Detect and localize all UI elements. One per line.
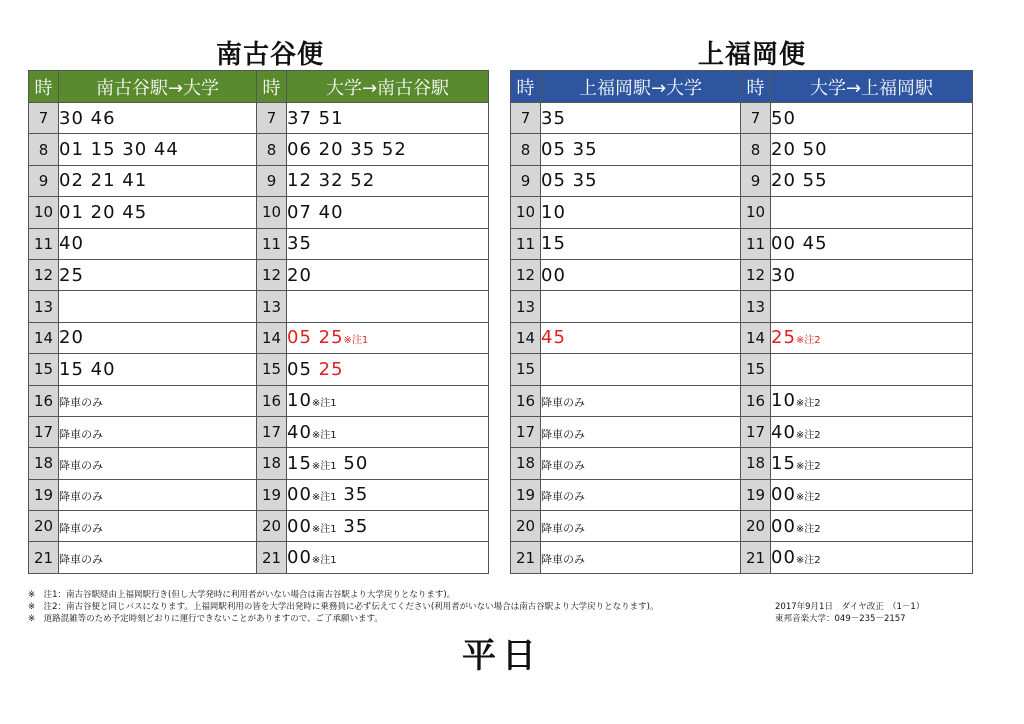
note-marker: ※注1 xyxy=(311,398,337,410)
drop-off-only-label: 降車のみ xyxy=(59,458,103,472)
table-row xyxy=(511,197,973,228)
right-header-hour-2: 時 xyxy=(741,71,771,103)
note-marker: ※注2 xyxy=(795,492,821,504)
return-times-cell xyxy=(771,103,973,134)
right-header-return: 大学→上福岡駅 xyxy=(771,71,973,103)
note-marker: ※注2 xyxy=(795,335,821,347)
departure-time: 30 46 xyxy=(59,107,116,129)
departure-time: 06 20 35 52 xyxy=(287,139,407,161)
table-row xyxy=(29,103,489,134)
return-times-cell xyxy=(287,291,489,322)
return-times-cell xyxy=(771,197,973,228)
table-row xyxy=(29,354,489,385)
outbound-times-cell xyxy=(541,448,741,479)
departure-time: 20 50 xyxy=(771,139,828,161)
outbound-times-cell xyxy=(59,416,257,447)
departure-time: 01 15 30 44 xyxy=(59,139,179,161)
departure-time: 15 40 xyxy=(59,358,116,380)
outbound-times-cell xyxy=(541,354,741,385)
table-row xyxy=(29,385,489,416)
table-row xyxy=(511,354,973,385)
hour-cell: 19 xyxy=(741,479,771,510)
hour-cell: 21 xyxy=(511,542,541,573)
table-row xyxy=(511,511,973,542)
departure-time: 25 xyxy=(59,264,84,286)
drop-off-only-label: 降車のみ xyxy=(541,458,585,472)
return-times-cell xyxy=(287,511,489,542)
hour-cell: 10 xyxy=(29,197,59,228)
departure-time: 10 xyxy=(287,390,312,412)
return-times-cell xyxy=(771,165,973,196)
hour-cell: 18 xyxy=(257,448,287,479)
right-header-outbound: 上福岡駅→大学 xyxy=(541,71,741,103)
outbound-times-cell xyxy=(59,479,257,510)
hour-cell: 16 xyxy=(29,385,59,416)
return-times-cell xyxy=(771,448,973,479)
left-header-row xyxy=(29,71,489,103)
departure-time: 35 xyxy=(287,233,312,255)
return-times-cell xyxy=(287,354,489,385)
departure-time: 00 45 xyxy=(771,233,828,255)
hour-cell: 11 xyxy=(741,228,771,259)
contact-phone: 東邦音楽大学：049－235－2157 xyxy=(775,614,906,624)
departure-time: 00 xyxy=(287,515,312,537)
hour-cell: 7 xyxy=(257,103,287,134)
hour-cell: 8 xyxy=(29,134,59,165)
left-header-hour-2: 時 xyxy=(257,71,287,103)
hour-cell: 20 xyxy=(741,511,771,542)
hour-cell: 12 xyxy=(257,259,287,290)
table-row xyxy=(29,165,489,196)
departure-time: 25 xyxy=(771,327,796,349)
hour-cell: 9 xyxy=(29,165,59,196)
table-row xyxy=(29,511,489,542)
hour-cell: 11 xyxy=(511,228,541,259)
outbound-times-cell xyxy=(541,165,741,196)
note-marker: ※注1 xyxy=(343,335,369,347)
return-times-cell xyxy=(287,448,489,479)
departure-time: 01 20 45 xyxy=(59,201,148,223)
footnote-2: ※ 注2：南古谷便と同じバスになります。上福岡駅利用の皆を大学出発時に乗務員に必ず伝えてください(利用者がいない場合は南古谷駅より大学戻りとなります)。 xyxy=(28,602,659,612)
right-timetable xyxy=(510,70,973,574)
outbound-times-cell xyxy=(541,228,741,259)
hour-cell: 14 xyxy=(257,322,287,353)
table-row xyxy=(511,291,973,322)
note-marker: ※注2 xyxy=(795,555,821,567)
outbound-times-cell xyxy=(541,511,741,542)
left-timetable xyxy=(28,70,489,574)
left-header-return: 大学→南古谷駅 xyxy=(287,71,489,103)
hour-cell: 20 xyxy=(511,511,541,542)
return-times-cell xyxy=(771,134,973,165)
departure-time: 30 xyxy=(771,264,796,286)
hour-cell: 7 xyxy=(29,103,59,134)
hour-cell: 12 xyxy=(29,259,59,290)
hour-cell: 13 xyxy=(741,291,771,322)
hour-cell: 14 xyxy=(29,322,59,353)
table-row xyxy=(511,228,973,259)
hour-cell: 19 xyxy=(511,479,541,510)
hour-cell: 17 xyxy=(511,416,541,447)
table-row xyxy=(511,103,973,134)
departure-time: 00 xyxy=(287,484,312,506)
departure-time: 35 xyxy=(336,515,369,537)
hour-cell: 13 xyxy=(511,291,541,322)
outbound-times-cell xyxy=(59,542,257,573)
departure-time: 00 xyxy=(771,515,796,537)
departure-time: 15 xyxy=(287,452,312,474)
table-row xyxy=(511,322,973,353)
hour-cell: 8 xyxy=(741,134,771,165)
hour-cell: 14 xyxy=(741,322,771,353)
hour-cell: 9 xyxy=(257,165,287,196)
hour-cell: 18 xyxy=(29,448,59,479)
hour-cell: 21 xyxy=(257,542,287,573)
table-row xyxy=(511,134,973,165)
hour-cell: 13 xyxy=(257,291,287,322)
departure-time: 02 21 41 xyxy=(59,170,148,192)
hour-cell: 10 xyxy=(511,197,541,228)
outbound-times-cell xyxy=(59,134,257,165)
hour-cell: 15 xyxy=(29,354,59,385)
table-row xyxy=(511,416,973,447)
note-marker: ※注2 xyxy=(795,429,821,441)
revision-date: 2017年9月1日 ダイヤ改正 （1－1） xyxy=(775,602,925,612)
hour-cell: 13 xyxy=(29,291,59,322)
note-marker: ※注2 xyxy=(795,523,821,535)
departure-time: 50 xyxy=(771,107,796,129)
departure-time: 10 xyxy=(771,390,796,412)
table-row xyxy=(29,228,489,259)
outbound-times-cell xyxy=(59,103,257,134)
departure-time: 15 xyxy=(541,233,566,255)
drop-off-only-label: 降車のみ xyxy=(541,553,585,567)
departure-time: 40 xyxy=(771,421,796,443)
hour-cell: 16 xyxy=(511,385,541,416)
right-header-row xyxy=(511,71,973,103)
outbound-times-cell xyxy=(59,322,257,353)
outbound-times-cell xyxy=(541,197,741,228)
hour-cell: 8 xyxy=(511,134,541,165)
hour-cell: 11 xyxy=(257,228,287,259)
drop-off-only-label: 降車のみ xyxy=(59,396,103,410)
outbound-times-cell xyxy=(59,291,257,322)
departure-time: 35 xyxy=(336,484,369,506)
drop-off-only-label: 降車のみ xyxy=(541,521,585,535)
left-title: 南古谷便 xyxy=(216,40,325,70)
hour-cell: 20 xyxy=(29,511,59,542)
return-times-cell xyxy=(287,228,489,259)
departure-time: 10 xyxy=(541,201,566,223)
hour-cell: 11 xyxy=(29,228,59,259)
outbound-times-cell xyxy=(59,228,257,259)
return-times-cell xyxy=(287,197,489,228)
departure-time: 20 55 xyxy=(771,170,828,192)
drop-off-only-label: 降車のみ xyxy=(541,427,585,441)
table-row xyxy=(29,259,489,290)
departure-time: 05 35 xyxy=(541,170,598,192)
hour-cell: 9 xyxy=(511,165,541,196)
departure-time: 12 32 52 xyxy=(287,170,376,192)
return-times-cell xyxy=(771,385,973,416)
table-row xyxy=(29,291,489,322)
hour-cell: 17 xyxy=(257,416,287,447)
outbound-times-cell xyxy=(541,291,741,322)
table-row xyxy=(511,165,973,196)
outbound-times-cell xyxy=(541,322,741,353)
table-row xyxy=(29,197,489,228)
departure-time: 00 xyxy=(287,547,312,569)
drop-off-only-label: 降車のみ xyxy=(59,427,103,441)
return-times-cell xyxy=(287,385,489,416)
right-header-hour-1: 時 xyxy=(511,71,541,103)
return-times-cell xyxy=(771,228,973,259)
return-times-cell xyxy=(771,416,973,447)
weekday-label: 平日 xyxy=(462,636,542,676)
hour-cell: 18 xyxy=(511,448,541,479)
return-times-cell xyxy=(287,165,489,196)
return-times-cell xyxy=(771,542,973,573)
drop-off-only-label: 降車のみ xyxy=(59,521,103,535)
hour-cell: 8 xyxy=(257,134,287,165)
hour-cell: 7 xyxy=(741,103,771,134)
hour-cell: 12 xyxy=(511,259,541,290)
departure-time: 00 xyxy=(771,547,796,569)
drop-off-only-label: 降車のみ xyxy=(541,490,585,504)
return-times-cell xyxy=(771,322,973,353)
outbound-times-cell xyxy=(541,479,741,510)
hour-cell: 17 xyxy=(741,416,771,447)
outbound-times-cell xyxy=(59,385,257,416)
return-times-cell xyxy=(771,511,973,542)
hour-cell: 19 xyxy=(29,479,59,510)
departure-time: 20 xyxy=(287,264,312,286)
drop-off-only-label: 降車のみ xyxy=(541,396,585,410)
hour-cell: 16 xyxy=(257,385,287,416)
hour-cell: 20 xyxy=(257,511,287,542)
note-marker: ※注1 xyxy=(311,523,337,535)
table-row xyxy=(29,134,489,165)
hour-cell: 15 xyxy=(741,354,771,385)
note-marker: ※注1 xyxy=(311,429,337,441)
departure-time: 00 xyxy=(771,484,796,506)
outbound-times-cell xyxy=(541,385,741,416)
return-times-cell xyxy=(771,259,973,290)
departure-time: 37 51 xyxy=(287,107,344,129)
outbound-times-cell xyxy=(541,542,741,573)
table-row xyxy=(511,385,973,416)
departure-time: 15 xyxy=(771,452,796,474)
hour-cell: 15 xyxy=(257,354,287,385)
hour-cell: 18 xyxy=(741,448,771,479)
outbound-times-cell xyxy=(541,103,741,134)
return-times-cell xyxy=(287,259,489,290)
footnote-3: ※ 道路混雑等のため予定時刻どおりに運行できないことがありますので、ご了承願います。 xyxy=(28,614,383,624)
return-times-cell xyxy=(771,354,973,385)
note-marker: ※注2 xyxy=(795,460,821,472)
departure-time: 25 xyxy=(318,358,344,380)
table-row xyxy=(29,542,489,573)
left-header-outbound: 南古谷駅→大学 xyxy=(59,71,257,103)
table-row xyxy=(29,479,489,510)
note-marker: ※注2 xyxy=(795,398,821,410)
departure-time: 05 xyxy=(287,358,319,380)
return-times-cell xyxy=(287,416,489,447)
outbound-times-cell xyxy=(59,259,257,290)
departure-time: 20 xyxy=(59,327,84,349)
left-header-hour-1: 時 xyxy=(29,71,59,103)
table-row xyxy=(511,448,973,479)
note-marker: ※注1 xyxy=(311,460,337,472)
hour-cell: 10 xyxy=(257,197,287,228)
departure-time: 50 xyxy=(336,452,369,474)
departure-time: 45 xyxy=(541,327,566,349)
table-row xyxy=(29,448,489,479)
return-times-cell xyxy=(287,542,489,573)
footnote-1: ※ 注1：南古谷駅経由上福岡駅行き(但し大学発時に利用者がいない場合は南古谷駅より大学戻りとなります)。 xyxy=(28,590,456,600)
hour-cell: 16 xyxy=(741,385,771,416)
hour-cell: 10 xyxy=(741,197,771,228)
hour-cell: 21 xyxy=(741,542,771,573)
return-times-cell xyxy=(287,134,489,165)
hour-cell: 7 xyxy=(511,103,541,134)
hour-cell: 15 xyxy=(511,354,541,385)
outbound-times-cell xyxy=(59,354,257,385)
hour-cell: 17 xyxy=(29,416,59,447)
hour-cell: 12 xyxy=(741,259,771,290)
departure-time: 40 xyxy=(287,421,312,443)
outbound-times-cell xyxy=(59,448,257,479)
note-marker: ※注1 xyxy=(311,555,337,567)
drop-off-only-label: 降車のみ xyxy=(59,490,103,504)
departure-time: 40 xyxy=(59,233,84,255)
return-times-cell xyxy=(771,479,973,510)
outbound-times-cell xyxy=(59,197,257,228)
table-row xyxy=(29,322,489,353)
outbound-times-cell xyxy=(541,416,741,447)
departure-time: 00 xyxy=(541,264,566,286)
drop-off-only-label: 降車のみ xyxy=(59,553,103,567)
hour-cell: 14 xyxy=(511,322,541,353)
hour-cell: 19 xyxy=(257,479,287,510)
table-row xyxy=(511,259,973,290)
return-times-cell xyxy=(287,103,489,134)
return-times-cell xyxy=(287,479,489,510)
departure-time: 35 xyxy=(541,107,566,129)
departure-time: 05 25 xyxy=(287,327,344,349)
hour-cell: 21 xyxy=(29,542,59,573)
departure-time: 05 35 xyxy=(541,139,598,161)
outbound-times-cell xyxy=(59,165,257,196)
table-row xyxy=(511,542,973,573)
return-times-cell xyxy=(287,322,489,353)
return-times-cell xyxy=(771,291,973,322)
table-row xyxy=(29,416,489,447)
table-row xyxy=(511,479,973,510)
departure-time: 07 40 xyxy=(287,201,344,223)
hour-cell: 9 xyxy=(741,165,771,196)
outbound-times-cell xyxy=(59,511,257,542)
outbound-times-cell xyxy=(541,134,741,165)
outbound-times-cell xyxy=(541,259,741,290)
right-title: 上福岡便 xyxy=(698,40,807,70)
note-marker: ※注1 xyxy=(311,492,337,504)
